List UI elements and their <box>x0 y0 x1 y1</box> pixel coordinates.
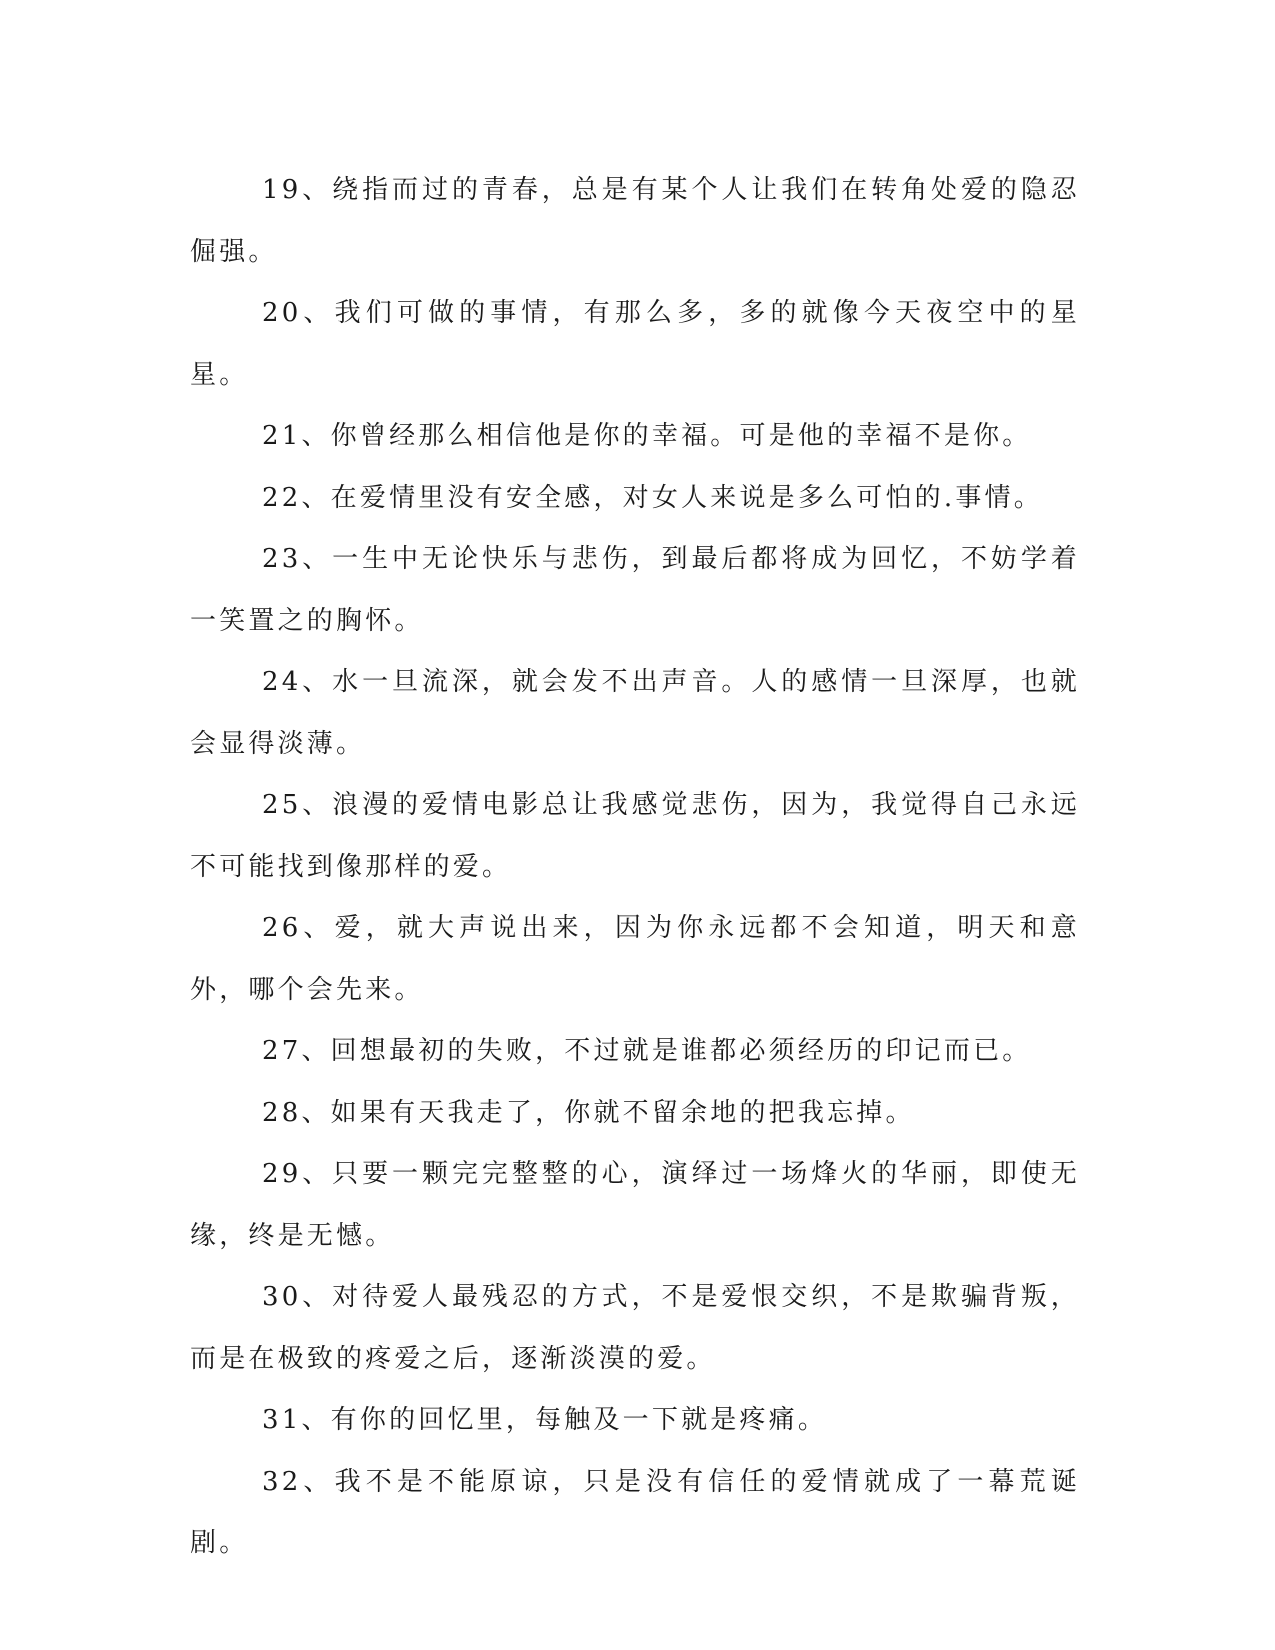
paragraph-21: 21、你曾经那么相信他是你的幸福。可是他的幸福不是你。 <box>262 421 1032 451</box>
paragraph-24: 24、水一旦流深，就会发不出声音。人的感情一旦深厚，也就会显得淡薄。 <box>190 667 1080 759</box>
paragraph-23: 23、一生中无论快乐与悲伤，到最后都将成为回忆，不妨学着一笑置之的胸怀。 <box>190 544 1080 636</box>
paragraph-28: 28、如果有天我走了，你就不留余地的把我忘掉。 <box>262 1097 915 1128</box>
paragraph-30: 30、对待爱人最残忍的方式，不是爱恨交织，不是欺骗背叛，而是在极致的疼爱之后，逐渐淡漠的爱。 <box>190 1282 1080 1374</box>
paragraph-20: 20、我们可做的事情，有那么多，多的就像今天夜空中的星星。 <box>190 298 1080 390</box>
paragraph-22: 22、在爱情里没有安全感，对女人来说是多么可怕的.事情。 <box>262 482 1043 513</box>
paragraph-31: 31、有你的回忆里，每触及一下就是疼痛。 <box>262 1405 828 1435</box>
paragraph-25: 25、浪漫的爱情电影总让我感觉悲伤，因为，我觉得自己永远不可能找到像那样的爱。 <box>190 790 1080 882</box>
paragraph-26: 26、爱，就大声说出来，因为你永远都不会知道，明天和意外，哪个会先来。 <box>190 913 1080 1005</box>
paragraph-19: 19、绕指而过的青春，总是有某个人让我们在转角处爱的隐忍倔强。 <box>190 175 1080 267</box>
paragraph-32: 32、我不是不能原谅，只是没有信任的爱情就成了一幕荒诞剧。 <box>190 1466 1080 1558</box>
paragraph-27: 27、回想最初的失败，不过就是谁都必须经历的印记而已。 <box>262 1036 1032 1066</box>
paragraph-29: 29、只要一颗完完整整的心，演绎过一场烽火的华丽，即使无缘，终是无憾。 <box>190 1159 1080 1251</box>
document-body <box>190 160 1080 1575</box>
